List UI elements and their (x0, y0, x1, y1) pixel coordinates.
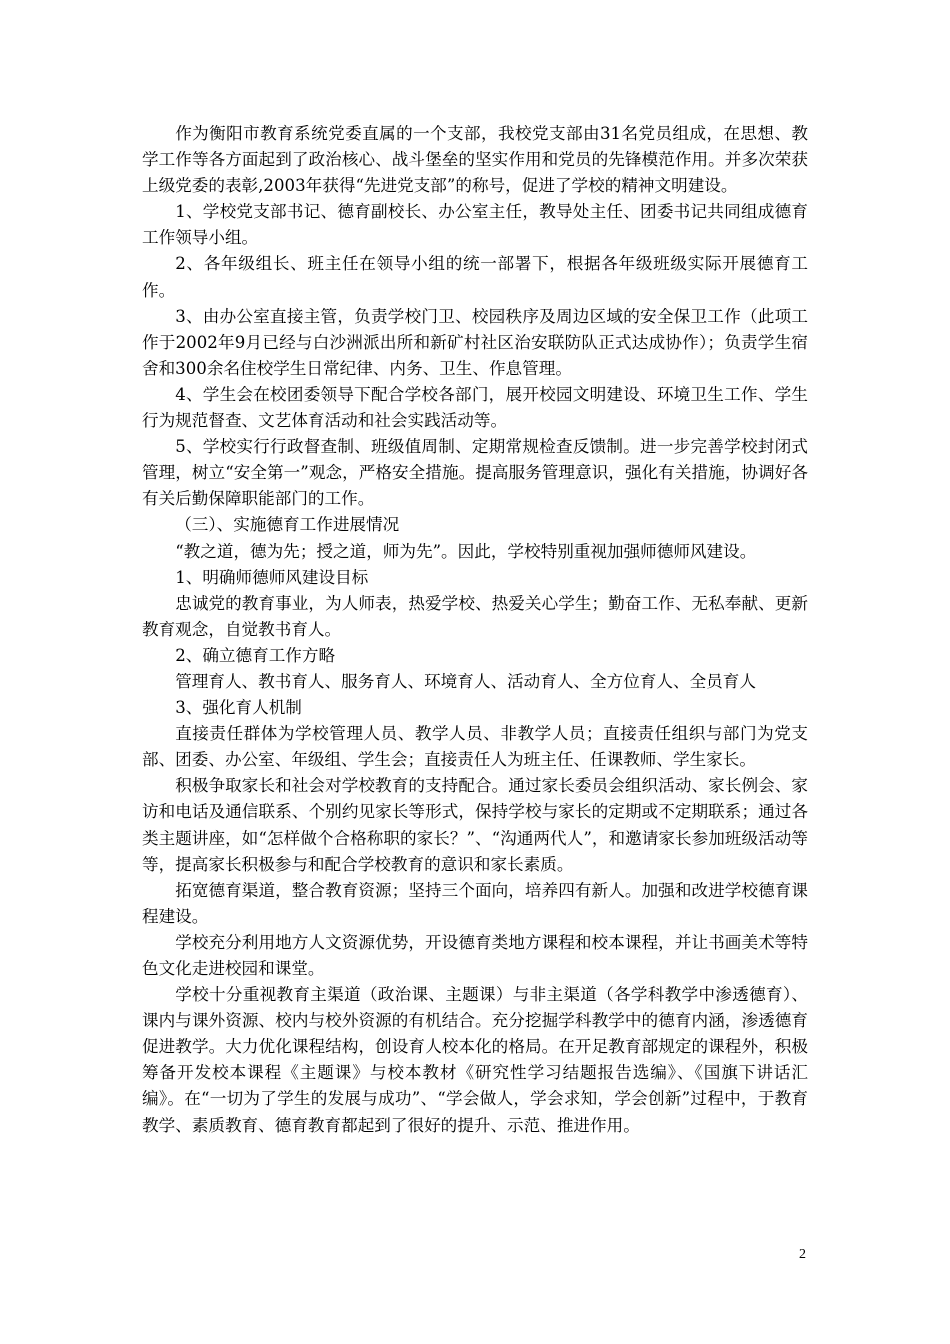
section-heading-3: （三）、实施德育工作进展情况 (175, 515, 400, 535)
paragraph-parent-support: 积极争取家长和社会对学校教育的支持配合。通过家长委员会组织活动、家长例会、家访和电话及通信联系、个别约见家长等形式，保持学校与家长的定期或不定期联系；通过各类主题讲座，如“怎样做个合格称职的家长？”、“沟通两代人”，和邀请家长参加班级活动等等，提高家长积极参与和配合学校教育的意识和家长素质。 (142, 776, 808, 874)
paragraph-main-channels: 学校十分重视教育主渠道（政治课、主题课）与非主渠道（各学科教学中渗透德育）、课内与课外资源、校内与校外资源的有机结合。充分挖掘学科教学中的德育内涵，渗透德育促进教学。大力优化课程结构，创设育人校本化的格局。在开足教育部规定的课程外，积极筹备开发校本课程《主题课》与校本教材《研究性学习结题报告选编》、《国旗下讲话汇编》。在“一切为了学生的发展与成功”、“学会做人，学会求知，学会创新”过程中，于教育教学、素质教育、德育教育都起到了很好的提升、示范、推进作用。 (142, 985, 808, 1135)
subheading-strategy: 2、确立德育工作方略 (175, 645, 336, 665)
paragraph-item-3-office-security: 3、由办公室直接主管，负责学校门卫、校园秩序及周边区域的安全保卫工作（此项工作于2002年9月已经与白沙洲派出所和新矿村社区治安联防队正式达成协作）；负责学生宿舍和300余名住校学生日常纪律、内务、卫生、作息管理。 (142, 306, 808, 378)
paragraph-strategy: 管理育人、教书育人、服务育人、环境育人、活动育人、全方位育人、全员育人 (175, 671, 756, 691)
paragraph-teacher-ethics: “教之道，德为先；授之道，师为先”。因此，学校特别重视加强师德师风建设。 (175, 541, 757, 561)
document-body (142, 121, 808, 1139)
paragraph-party-branch: 作为衡阳市教育系统党委直属的一个支部，我校党支部由31名党员组成，在思想、教学工作等各方面起到了政治核心、战斗堡垒的坚实作用和党员的先锋模范作用。并多次荣获上级党委的表彰,2003年获得“先进党支部”的称号，促进了学校的精神文明建设。 (142, 124, 808, 196)
subheading-ethics-goal: 1、明确师德师风建设目标 (175, 567, 369, 587)
subheading-mechanism: 3、强化育人机制 (175, 698, 302, 718)
paragraph-item-5-inspection-system: 5、学校实行行政督查制、班级值周制、定期常规检查反馈制。进一步完善学校封闭式管理，树立“安全第一”观念，严格安全措施。提高服务管理意识，强化有关措施，协调好各有关后勤保障职能部门的工作。 (142, 437, 808, 509)
paragraph-ethics-goal: 忠诚党的教育事业，为人师表，热爱学校、热爱关心学生；勤奋工作、无私奉献、更新教育观念，自觉教书育人。 (142, 593, 808, 639)
paragraph-item-1-leadership-group: 1、学校党支部书记、德育副校长、办公室主任，教导处主任、团委书记共同组成德育工作领导小组。 (142, 202, 808, 248)
paragraph-responsibility: 直接责任群体为学校管理人员、教学人员、非教学人员；直接责任组织与部门为党支部、团委、办公室、年级组、学生会；直接责任人为班主任、任课教师、学生家长。 (142, 724, 808, 770)
paragraph-item-2-grade-leaders: 2、各年级组长、班主任在领导小组的统一部署下，根据各年级班级实际开展德育工作。 (142, 254, 808, 300)
page-number: 2 (799, 1247, 806, 1262)
paragraph-channels: 拓宽德育渠道，整合教育资源；坚持三个面向，培养四有新人。加强和改进学校德育课程建设。 (142, 880, 808, 926)
paragraph-item-4-student-union: 4、学生会在校团委领导下配合学校各部门，展开校园文明建设、环境卫生工作、学生行为规范督查、文艺体育活动和社会实践活动等。 (142, 384, 808, 431)
paragraph-local-resources: 学校充分利用地方人文资源优势，开设德育类地方课程和校本课程，并让书画美术等特色文化走进校园和课堂。 (142, 932, 808, 978)
